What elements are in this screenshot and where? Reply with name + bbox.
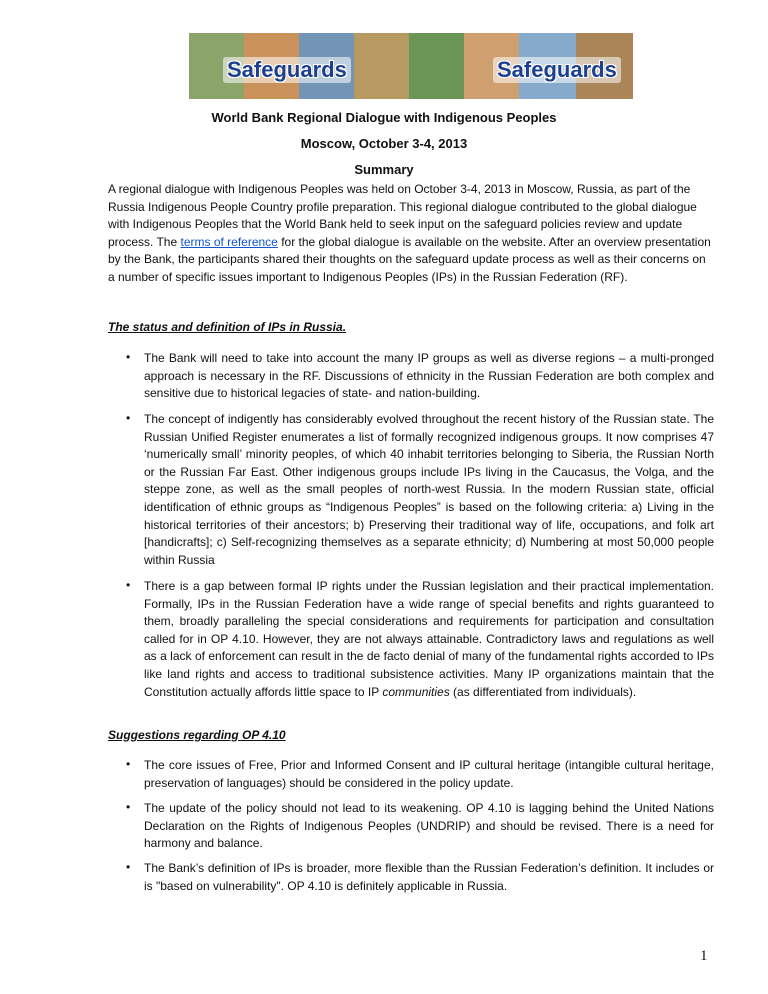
list-item-text-end: (as differentiated from individuals). bbox=[449, 684, 637, 699]
bullet-marker: • bbox=[126, 411, 131, 425]
intro-paragraph bbox=[108, 181, 714, 287]
intro-text-continued: for the global dialogue is available on the website. After an overview presentation by the Bank, the participants shared their thoughts on the safeguard update process as well as their concerns on a number of specific issues important to Indigenous Peoples (IPs) in the Russian Federation (RF). bbox=[108, 234, 711, 284]
bullet-marker: • bbox=[126, 800, 131, 814]
banner-label-left: Safeguards bbox=[223, 57, 351, 83]
intro-text: A regional dialogue with Indigenous Peoples was held on October 3-4, 2013 in Moscow, Russia, as part of the Russia Indigenous People Country profile preparation. This regional dialogue contributed to the global dialogue with Indigenous Peoples that the World Bank held to seek input on the safeguard policies review and update process. The bbox=[108, 182, 697, 249]
section-heading-suggestions: Suggestions regarding OP 4.10 bbox=[108, 728, 286, 742]
italic-term: communities bbox=[382, 684, 450, 699]
list-item: The Bank’s definition of IPs is broader, more flexible than the Russian Federation’s definition. It includes or is "based on vulnerability". OP 4.10 is definitely applicable in Russia. bbox=[144, 861, 714, 893]
terms-of-reference-link[interactable]: terms of reference bbox=[180, 234, 278, 249]
list-item bbox=[144, 578, 714, 701]
page-number: 1 bbox=[700, 948, 708, 964]
document-title: World Bank Regional Dialogue with Indigenous Peoples bbox=[211, 110, 557, 125]
list-item: The Bank will need to take into account the many IP groups as well as diverse regions – a multi-pronged approach is necessary in the RF. Discussions of ethnicity in the Russian Federation are both complex and sensitive due to historical legacies of state- and nation-building. bbox=[144, 351, 714, 401]
banner-label-right: Safeguards bbox=[493, 57, 621, 83]
summary-heading: Summary bbox=[354, 162, 414, 177]
bullet-marker: • bbox=[126, 350, 131, 364]
bullet-marker: • bbox=[126, 578, 131, 592]
bullet-marker: • bbox=[126, 757, 131, 771]
list-item: The update of the policy should not lead to its weakening. OP 4.10 is lagging behind the United Nations Declaration on the Rights of Indigenous Peoples (UNDRIP) and should be revised. There is a need for harmony and balance. bbox=[144, 801, 714, 851]
photo-tile bbox=[354, 33, 409, 99]
list-item-text: There is a gap between formal IP rights under the Russian legislation and their practical implementation. Formally, IPs in the Russian Federation have a wide range of special benefits and rights guaranteed to them, broadly paralleling the special considerations and requirements for participation and consultation called for in OP 4.10. However, they are not always attainable. Contradictory laws and regulations as well as a lack of enforcement can result in the de facto denial of many of the fundamental rights accorded to IPs like land rights and access to traditional subsistence activities. Many IP organizations maintain that the Constitution actually affords little space to IP bbox=[144, 579, 714, 699]
safeguards-banner bbox=[189, 33, 633, 99]
document-subtitle: Moscow, October 3-4, 2013 bbox=[300, 136, 468, 151]
bullet-marker: • bbox=[126, 860, 131, 874]
section-heading-status: The status and definition of IPs in Russia. bbox=[108, 320, 347, 334]
list-item: The concept of indigently has considerably evolved throughout the recent history of the Russian state. The Russian Unified Register enumerates a list of formally recognized indigenous groups. It now comprises 47 ‘numerically small’ minority peoples, of which 40 inhabit territories belonging to Siberia, the Russian North or the Russian Far East. Other indigenous groups include IPs living in the Caucasus, the Volga, and the steppe zone, as well as the small peoples of north-west Russia. In the modern Russian state, official identification of ethnic groups as “Indigenous Peoples” is based on the following criteria: a) Living in the historical territories of their ancestors; b) Preserving their traditional way of life, occupations, and folk art [handicrafts]; c) Self-recognizing themselves as a separate ethnicity; d) Numbering at most 50,000 people within Russia bbox=[144, 412, 714, 567]
list-item: The core issues of Free, Prior and Informed Consent and IP cultural heritage (intangible cultural heritage, preservation of languages) should be considered in the policy update. bbox=[144, 758, 714, 790]
photo-tile bbox=[409, 33, 464, 99]
